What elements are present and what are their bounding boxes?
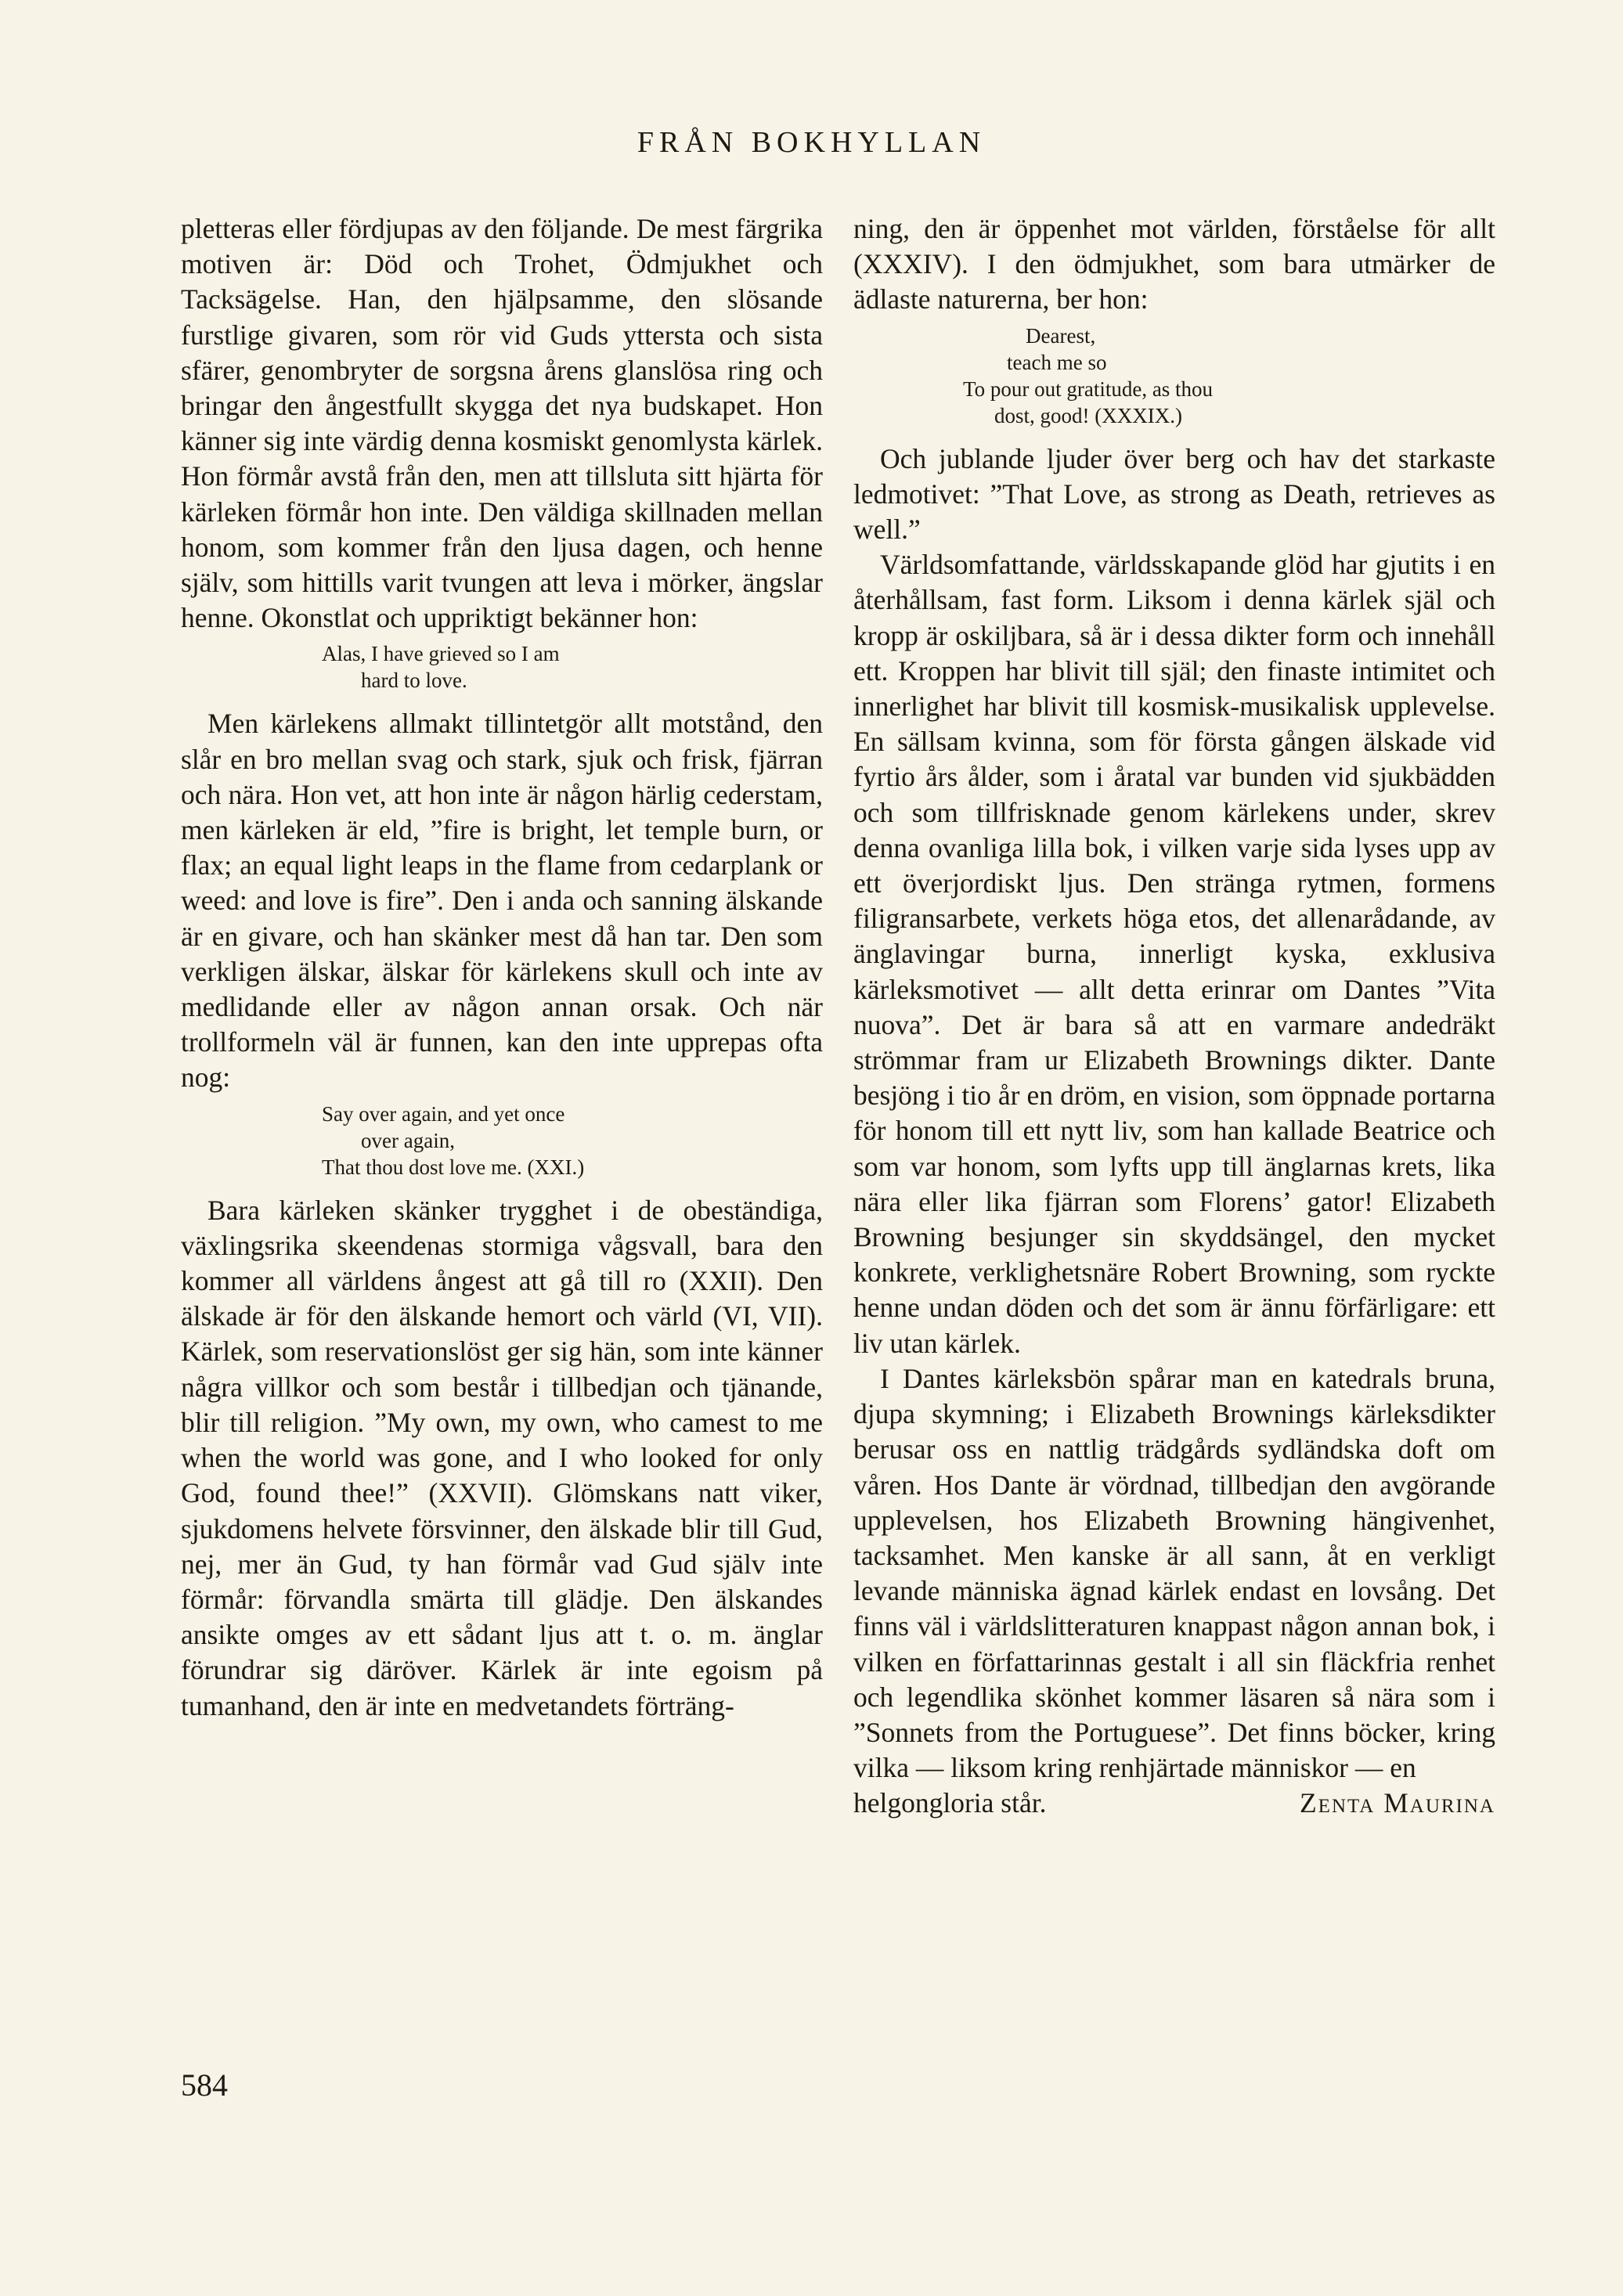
running-header: FRÅN BOKHYLLAN bbox=[637, 126, 986, 159]
verse-line: teach me so bbox=[1007, 350, 1107, 374]
left-column bbox=[181, 211, 823, 1724]
signature-line bbox=[853, 1786, 1495, 1821]
right-paragraph-4: I Dantes kärleksbön spårar man en katedrals bruna, djupa skymning; i Elizabeth Brownings kärleksdikter berusar oss en nattlig trädgårds sydländska doft om våren. Hos Dante är vördnad, tillbedjan den avgörande upplevelsen, hos Elizabeth Browning hängivenhet, tacksamhet. Men kanske är all sann, åt en verkligt levande människa ägnad kärlek endast en lovsång. Det finns väl i världslitteraturen knappast någon annan bok, i vilken en författarinnas gestalt i all sin fläckfria renhet och legendlika skönhet kommer läsaren så nära som i ”Sonnets from the Portuguese”. Det finns böcker, kring vilka — liksom kring renhjärtade människor — en bbox=[853, 1362, 1495, 1784]
verse-line: That thou dost love me. (XXI.) bbox=[322, 1155, 585, 1179]
left-paragraph-1: pletteras eller fördjupas av den följande. De mest färgrika motiven är: Död och Trohet, Ödmjukhet och Tacksägelse. Han, den hjälpsamme, den slösande furstlige givaren, som rör vid Guds yttersta och sista sfärer, genombryter de sorgsna årens glanslösa ring och bringar den ångestfullt skygga det nya budskapet. Hon känner sig inte värdig denna kosmiskt genomlysta kärlek. Hon förmår avstå från den, men att tillsluta sitt hjärta för kärleken förmår hon inte. Den väldiga skillnaden mellan honom, som kommer från den ljusa dagen, och henne själv, som hittills varit tvungen att leva i mörker, ängslar henne. Okonstlat och uppriktigt bekänner hon: bbox=[181, 213, 823, 634]
right-column bbox=[853, 211, 1495, 1822]
right-paragraph-3: Världsomfattande, världsskapande glöd har gjutits i en återhållsam, fast form. Liksom i denna kärlek själ och kropp är oskiljbara, så är i dessa dikter form och innehåll ett. Kroppen har blivit till själ; den finaste intimitet och innerlighet har blivit till kosmisk-musikalisk upplevelse. En sällsam kvinna, som för första gången älskade vid fyrtio års ålder, som i åratal var bunden vid sjukbädden och som tillfrisknade genom kärlekens under, skrev denna ovanliga lilla bok, i vilken varje sida lyses upp av ett överjordiskt ljus. Den stränga rytmen, formens filigransarbete, verkets höga etos, det allenarådande, av änglavingar burna, innerligt kyska, exklusiva kärleksmotivet — allt detta erinrar om Dantes ”Vita nuova”. Det är bara så att en varmare andedräkt strömmar fram ur Elizabeth Brownings dikter. Dante besjöng i tio år en dröm, en vision, som öppnade portarna för honom till ett nytt liv, som han kallade Beatrice och som var honom, som lyfts upp till änglarnas krets, lika nära eller lika fjärran som Florens’ gator! Elizabeth Browning besjunger sin skyddsängel, den mycket konkrete, verklighetsnäre Robert Browning, som ryckte henne undan döden och det som är ännu förfärligare: ett liv utan kärlek. bbox=[853, 549, 1495, 1359]
right-paragraph-2: Och jublande ljuder över berg och hav det starkaste ledmotivet: ”That Love, as strong as Death, retrieves as well.” bbox=[853, 442, 1495, 546]
left-paragraph-3: Bara kärleken skänker trygghet i de obeständiga, växlingsrika skeendenas stormiga vågsvall, bara den kommer all världens ångest att gå till ro (XXII). Den älskade är för den älskande hemort och värld (VI, VII). Kärlek, som reservationslöst ger sig hän, som inte känner några villkor och som består i tillbedjan och tjänande, blir till religion. ”My own, my own, who camest to me when the world was gone, and I who looked for only God, found thee!” (XXVII). Glömskans natt viker, sjukdomens helvete försvinner, den älskade blir till Gud, nej, mer än Gud, ty han förmår vad Gud själv inte förmår: förvandla smärta till glädje. Den älskandes ansikte omges av ett sådant ljus att t. o. m. änglar förundrar sig däröver. Kärlek är inte egoism på tumanhand, den är inte en medvetandets förträng- bbox=[181, 1194, 823, 1721]
left-verse-2 bbox=[181, 1101, 823, 1180]
page-number: 584 bbox=[181, 2067, 228, 2103]
verse-line: Dearest, bbox=[1026, 323, 1096, 348]
left-verse-1 bbox=[181, 640, 823, 694]
verse-line: Say over again, and yet once bbox=[322, 1101, 565, 1126]
right-verse-1 bbox=[853, 323, 1495, 429]
verse-line: To pour out gratitude, as thou bbox=[963, 377, 1214, 401]
verse-line: over again, bbox=[361, 1128, 455, 1152]
verse-line: Alas, I have grieved so I am bbox=[322, 642, 560, 666]
verse-line: hard to love. bbox=[361, 669, 467, 693]
left-paragraph-2: Men kärlekens allmakt tillintetgör allt motstånd, den slår en bro mellan svag och stark, sjuk och frisk, fjärran och nära. Hon vet, att hon inte är någon härlig cederstam, men kärleken är eld, ”fire is bright, let temple burn, or flax; an equal light leaps in the flame from cedarplank or weed: and love is fire”. Den i anda och sanning älskande är en givare, och han skänker mest då han tar. Den som verkligen älskar, älskar för kärlekens skull och inte av medlidande eller av någon annan orsak. Och när trollformeln väl är funnen, kan den inte upprepas ofta nog: bbox=[181, 708, 823, 1094]
closing-text: helgongloria står. bbox=[853, 1787, 1047, 1819]
right-paragraph-1: ning, den är öppenhet mot världen, förståelse för allt (XXXIV). I den ödmjukhet, som bara utmärker de ädlaste naturerna, ber hon: bbox=[853, 213, 1495, 315]
author-signature: Zenta Maurina bbox=[1300, 1787, 1495, 1819]
verse-line: dost, good! (XXXIX.) bbox=[994, 403, 1182, 427]
